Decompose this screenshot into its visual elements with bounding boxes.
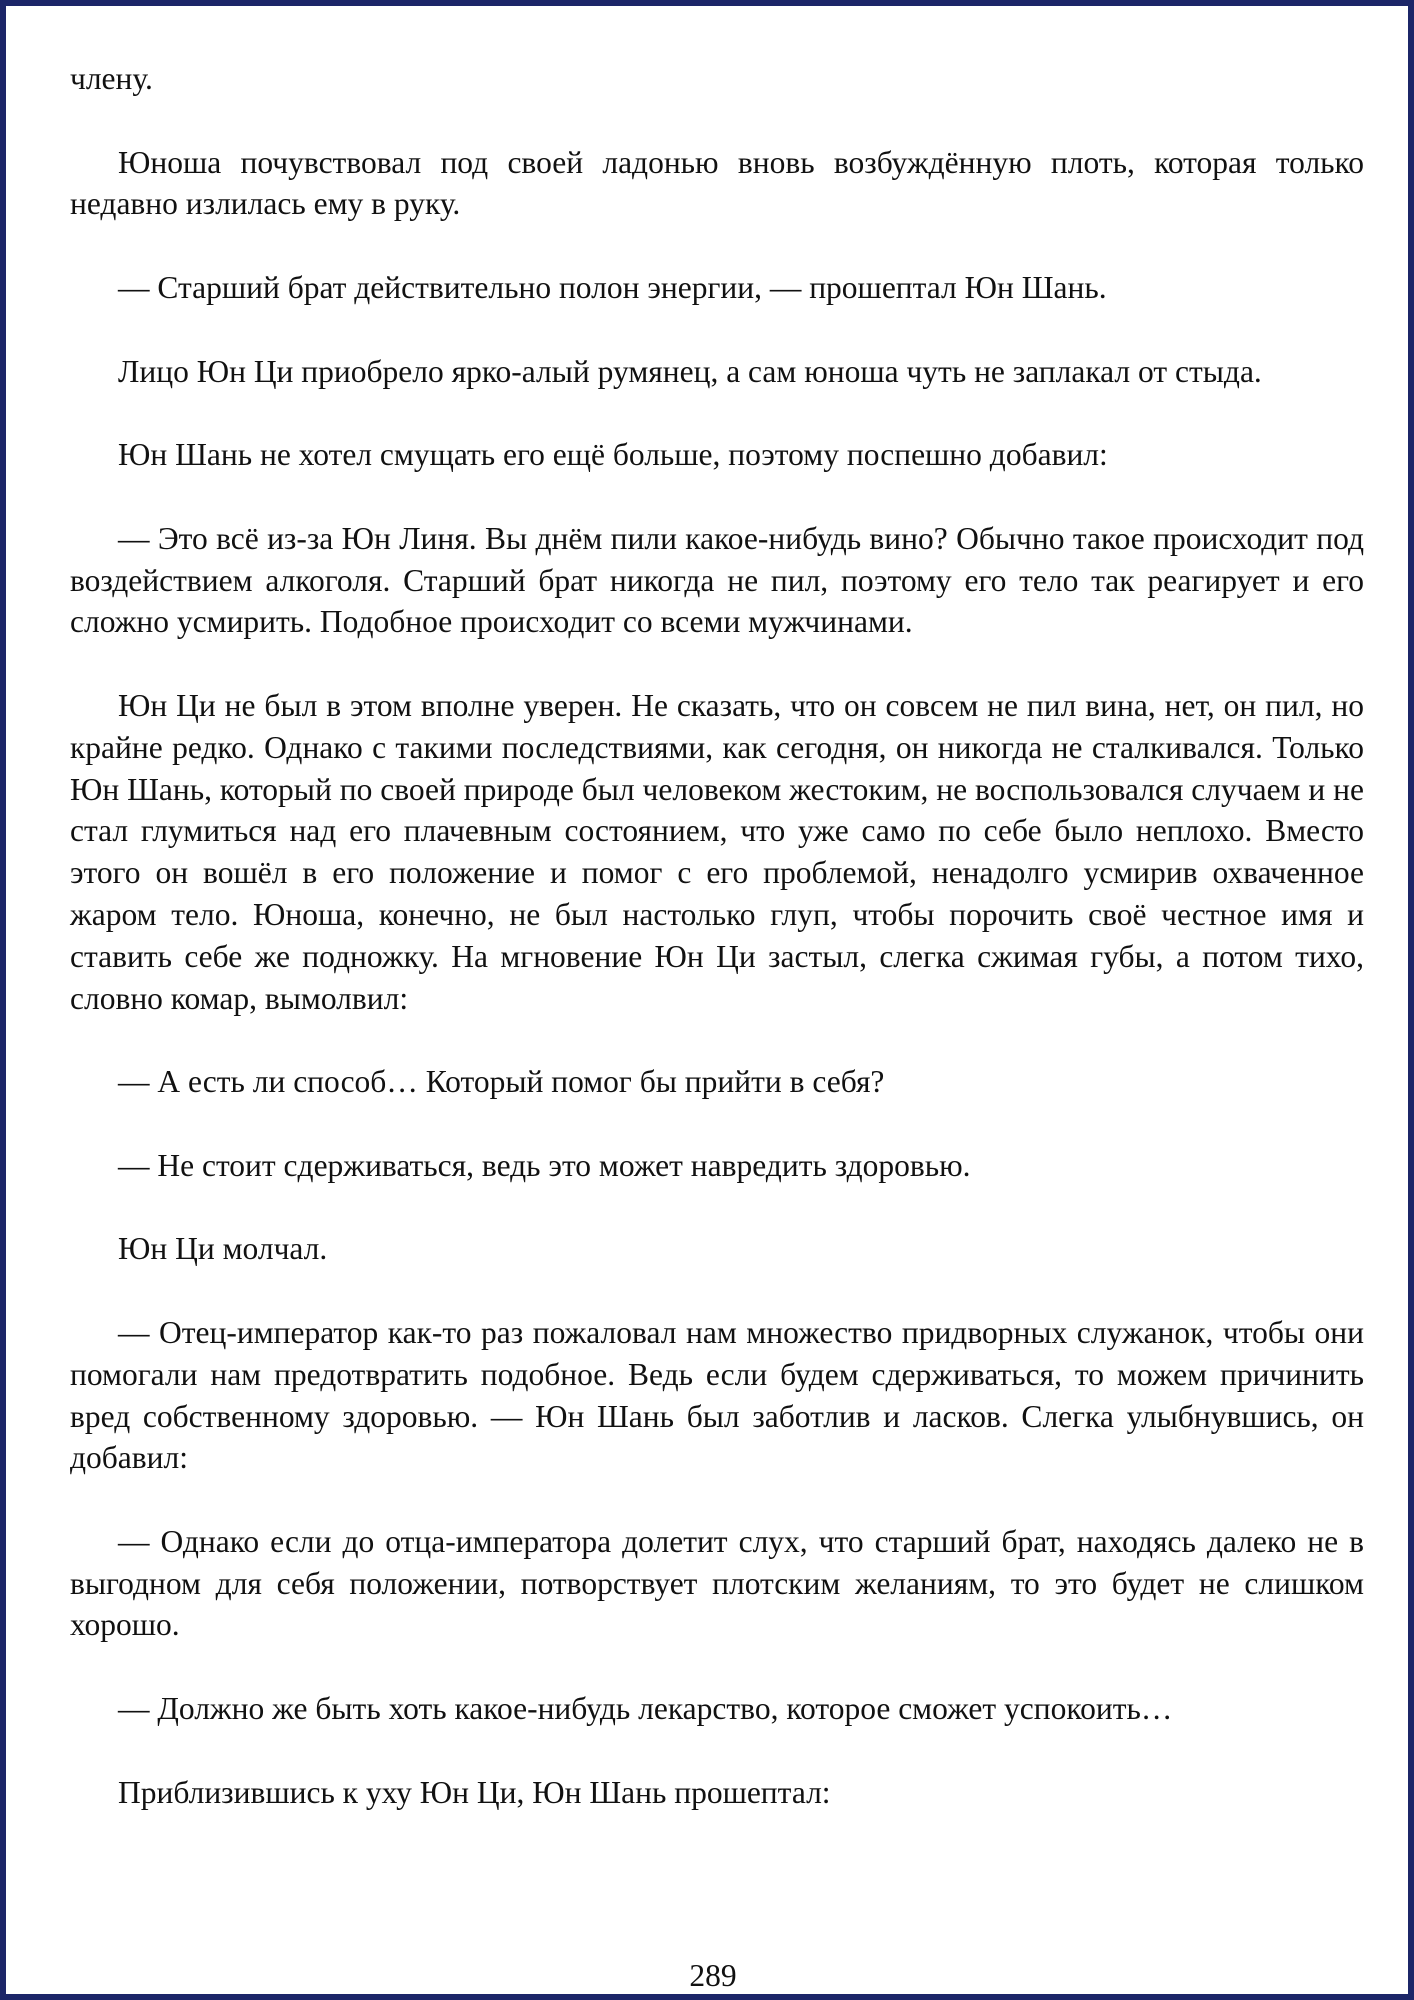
- paragraph: — Не стоит сдерживаться, ведь это может навредить здоровью.: [118, 1147, 971, 1183]
- paragraph: — Это всё из-за Юн Линя. Вы днём пили какое-нибудь вино? Обычно такое происходит под воздействием алкоголя. Старший брат никогда не пил, поэтому его тело так реагирует и его сложно усмирить. Подобное происходит со всеми мужчинами.: [70, 520, 1364, 640]
- paragraph: Юн Ци не был в этом вполне уверен. Не сказать, что он совсем не пил вина, нет, он пил, но крайне редко. Однако с такими последствиями, как сегодня, он никогда не сталкивался. Только Юн Шань, который по своей природе был человеком жестоким, не воспользовался случаем и не стал глумиться над его плачевным состоянием, что уже само по себе было неплохо. Вместо этого он вошёл в его положение и помог с его проблемой, ненадолго усмирив охваченное жаром тело. Юноша, конечно, не был настолько глуп, чтобы порочить своё честное имя и ставить себе же подножку. На мгновение Юн Ци застыл, слегка сжимая губы, а потом тихо, словно комар, вымолвил:: [70, 687, 1364, 1016]
- paragraph: Лицо Юн Ци приобрело ярко-алый румянец, а сам юноша чуть не заплакал от стыда.: [118, 353, 1262, 389]
- paragraph: Юн Шань не хотел смущать его ещё больше, поэтому поспешно добавил:: [118, 437, 1108, 473]
- page-number: 289: [689, 1958, 737, 1993]
- paragraph: Приблизившись к уху Юн Ци, Юн Шань прошептал:: [118, 1774, 831, 1810]
- paragraph: — Однако если до отца-императора долетит слух, что старший брат, находясь далеко не в выгодном для себя положении, потворствует плотским желаниям, то это будет не слишком хорошо.: [70, 1523, 1364, 1643]
- page-body: [70, 58, 1364, 1813]
- paragraph: члену.: [70, 61, 153, 96]
- paragraph: — А есть ли способ… Который помог бы прийти в себя?: [118, 1064, 885, 1100]
- paragraph: Юн Ци молчал.: [118, 1231, 328, 1267]
- paragraph: — Должно же быть хоть какое-нибудь лекарство, которое сможет успокоить…: [118, 1691, 1173, 1727]
- paragraph: — Старший брат действительно полон энергии, — прошептал Юн Шань.: [118, 269, 1107, 305]
- paragraph: Юноша почувствовал под своей ладонью вновь возбуждённую плоть, которая только недавно излилась ему в руку.: [70, 144, 1364, 222]
- paragraph: — Отец-император как-то раз пожаловал нам множество придворных служанок, чтобы они помогали нам предотвратить подобное. Ведь если будем сдерживаться, то можем причинить вред собственному здоровью. — Юн Шань был заботлив и ласков. Слегка улыбнувшись, он добавил:: [70, 1314, 1364, 1476]
